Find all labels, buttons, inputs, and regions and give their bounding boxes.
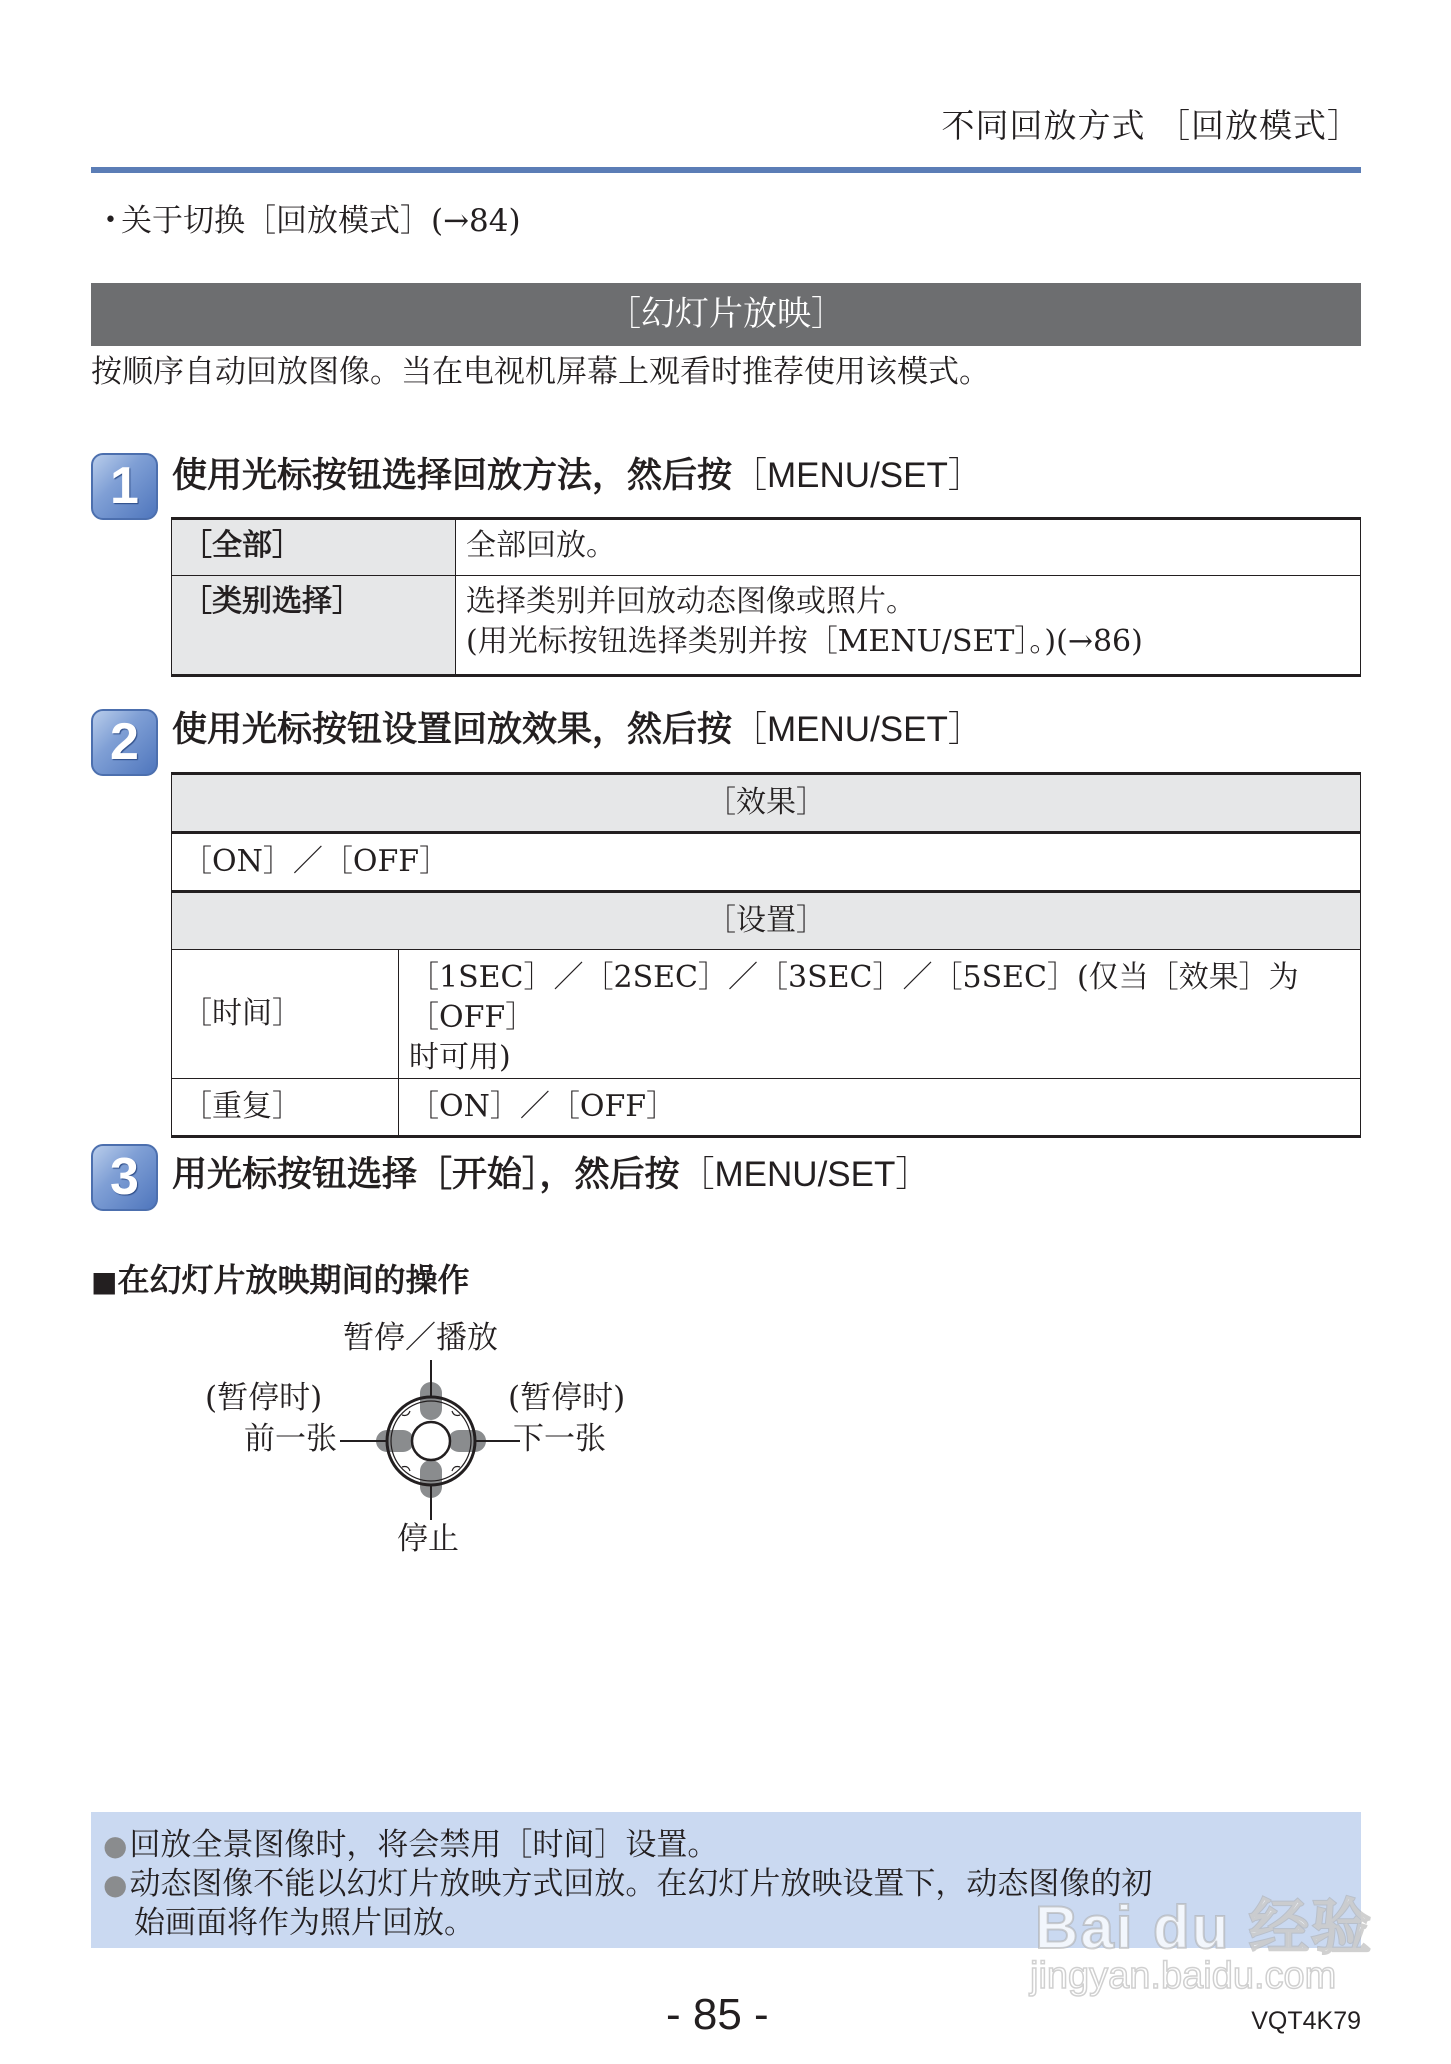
left-button-note: (暂停时) xyxy=(205,1380,323,1416)
bullet-icon: • xyxy=(104,208,117,233)
baidu-watermark-logo: Bai du 经验 xyxy=(1035,1894,1374,1961)
right-button-note: (暂停时) xyxy=(508,1380,626,1416)
description-line: 全部回放。 xyxy=(466,528,616,563)
step-2-heading xyxy=(172,706,983,754)
step-3-heading-text: 用光标按钮选择［开始］，然后按 xyxy=(172,1155,680,1195)
bullet-icon: ● xyxy=(103,1868,128,1901)
header-rule xyxy=(91,167,1361,173)
step-2-heading-key: ［MENU/SET］ xyxy=(732,710,983,749)
table-header-row xyxy=(172,892,1361,950)
section-intro: 按顺序自动回放图像。当在电视机屏幕上观看时推荐使用该模式。 xyxy=(91,354,990,390)
note-item xyxy=(103,1826,718,1865)
setup-value xyxy=(399,1079,1361,1137)
table-row xyxy=(172,1079,1361,1137)
step-1-badge-icon: 1 xyxy=(91,453,158,520)
baidu-watermark-url: jingyan.baidu.com xyxy=(1030,1955,1337,1997)
note-text: 动态图像不能以幻灯片放映方式回放。在幻灯片放映设置下，动态图像的初 xyxy=(129,1866,1153,1902)
setup-label: ［时间］ xyxy=(172,950,399,1079)
option-label: ［全部］ xyxy=(172,519,456,576)
option-description xyxy=(456,576,1361,676)
step-3-heading-key: ［MENU/SET］ xyxy=(679,1155,931,1194)
page-number: - 85 - xyxy=(666,1990,769,2039)
note-item xyxy=(103,1865,1152,1904)
playback-method-table xyxy=(171,517,1361,677)
operations-heading xyxy=(91,1258,469,1304)
value-line: ［ON］／［OFF］ xyxy=(409,1089,677,1124)
value-line: 时可用) xyxy=(409,1040,511,1075)
step-3-badge-icon: 3 xyxy=(91,1144,158,1211)
see-also-link[interactable] xyxy=(104,200,521,242)
setup-label: ［重复］ xyxy=(172,1079,399,1137)
effect-value: ［ON］／［OFF］ xyxy=(172,833,1361,892)
table-row xyxy=(172,576,1361,676)
playback-effect-table xyxy=(171,772,1361,1138)
step-3-heading xyxy=(172,1151,930,1199)
step-1-heading-text: 使用光标按钮选择回放方法，然后按 xyxy=(172,456,733,496)
option-description xyxy=(456,519,1361,576)
operations-title: 在幻灯片放映期间的操作 xyxy=(117,1261,470,1299)
step-1-heading xyxy=(172,452,983,500)
table-row xyxy=(172,833,1361,892)
section-title-bar: ［幻灯片放映］ xyxy=(91,283,1361,346)
option-label: ［类别选择］ xyxy=(172,576,456,676)
value-line: ［1SEC］／［2SEC］／［3SEC］／［5SEC］(仅当［效果］为［OFF］ xyxy=(409,960,1299,1035)
step-2-badge-icon: 2 xyxy=(91,709,158,776)
description-line: 选择类别并回放动态图像或照片。 xyxy=(466,584,916,619)
effect-header: ［效果］ xyxy=(172,774,1361,833)
step-1-heading-key: ［MENU/SET］ xyxy=(732,456,983,495)
table-header-row xyxy=(172,774,1361,833)
table-row xyxy=(172,519,1361,576)
table-row xyxy=(172,950,1361,1079)
note-text: 回放全景图像时，将会禁用［时间］设置。 xyxy=(129,1827,719,1863)
cursor-pad-icon xyxy=(340,1360,520,1520)
square-bullet-icon: ■ xyxy=(91,1265,118,1298)
left-button-label: 前一张 xyxy=(244,1421,337,1457)
bullet-icon: ● xyxy=(103,1829,128,1862)
note-continuation: 始画面将作为照片回放。 xyxy=(134,1905,475,1941)
page-header-title: 不同回放方式 ［回放模式］ xyxy=(941,106,1361,145)
setup-value xyxy=(399,950,1361,1079)
up-button-label: 暂停／播放 xyxy=(343,1320,498,1356)
setup-header: ［设置］ xyxy=(172,892,1361,950)
description-line: (用光标按钮选择类别并按［MENU/SET］。)(→86) xyxy=(466,624,1143,659)
see-also-text: 关于切换［回放模式］(→84) xyxy=(120,203,521,239)
right-button-label: 下一张 xyxy=(513,1421,606,1457)
step-2-heading-text: 使用光标按钮设置回放效果，然后按 xyxy=(172,710,733,750)
document-code: VQT4K79 xyxy=(1251,2007,1361,2035)
down-button-label: 停止 xyxy=(397,1521,459,1557)
